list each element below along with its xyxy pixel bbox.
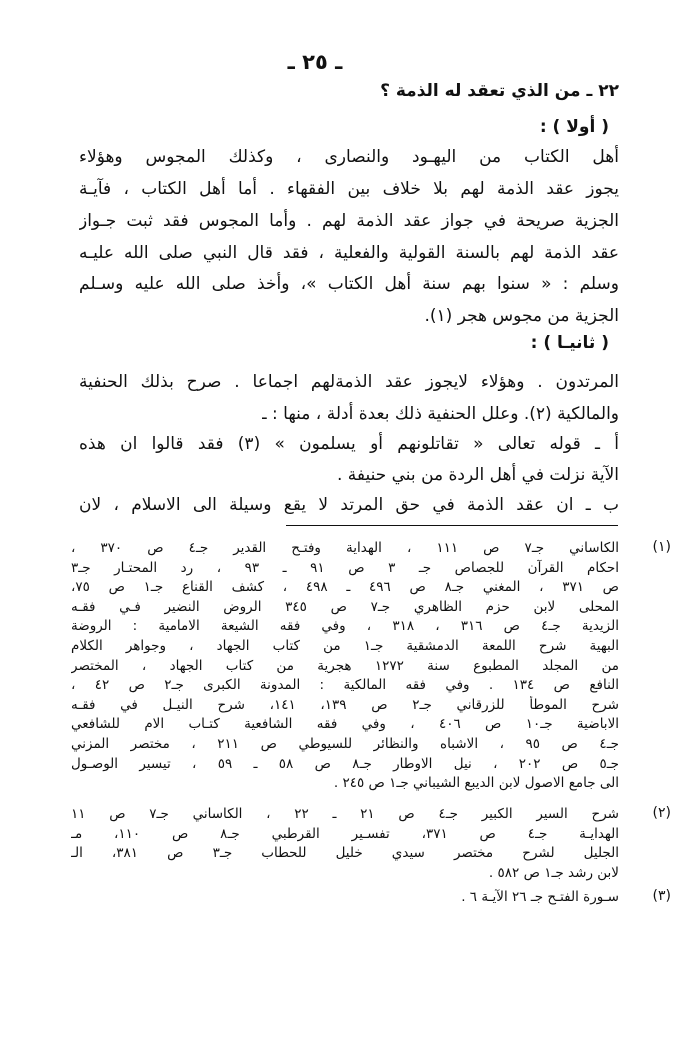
footnote-line: الاباضية جـ١٠ ص ٤٠٦ ، وفي فقه الشافعية كتـاب الام للشافعي <box>71 716 619 733</box>
footnote-line: الزيدية جـ٤ ص ٣١٦ ، ٣١٨ ، وفي فقه الشيعة الامامية : الروضة <box>71 618 619 635</box>
footnote-line: الى جامع الاصول لابن الديبع الشيباني جـ١ ص ٢٤٥ . <box>333 775 619 792</box>
footnote-3 <box>71 888 671 908</box>
footnote-line: احكام القرآن للجصاص جـ ٣ ص ٩١ ـ ٩٣ ، رد المحتـار جـ٣ <box>71 559 619 576</box>
footnote-line: لابن رشد جـ١ ص ٥٨٢ . <box>488 864 619 881</box>
footnote-line: جـ٥ ص ٢٠٢ ، نيل الاوطار جـ٨ ص ٥٨ ـ ٥٩ ، تيسير الوصـول <box>71 755 619 772</box>
body-line: الجزية من مجوس هجر (١). <box>424 306 619 326</box>
footnote-line: جـ٤ ص ٩٥ ، الاشباه والنظائر للسيوطي ص ٢١١ ، مختصر المزني <box>71 735 619 752</box>
body-line: المرتدون . وهؤلاء لايجوز عقد الذمةلهم اجماعا . صرح بذلك الحنفية <box>79 372 619 392</box>
footnote-line: من المجلد المطبوع سنة ١٢٧٢ هجرية من كتاب الجهاد ، المختصر <box>71 657 619 674</box>
footnote-line: النافع ص ١٣٤ . وفي فقه المالكية : المدونة الكبرى جـ٢ ص ٤٢ ، <box>71 677 619 694</box>
footnote-line: الكاساني جـ٧ ص ١١١ ، الهداية وفتـح القدير جـ٤ ص ٣٧٠ ، <box>71 540 619 556</box>
question-heading: ٢٢ ـ من الذي تعقد له الذمة ؟ <box>380 81 619 101</box>
section-label-first: ( أولا ) : <box>539 117 609 137</box>
footnote-line: شرح الموطأ للزرقاني جـ٢ ص ١٣٩، ١٤١، شرح النيـل في فقـه <box>71 696 619 713</box>
footnote-line: سـورة الفتـح جـ ٢٦ الآيـة ٦ . <box>461 889 619 905</box>
body-line: الآية نزلت في أهل الردة من بني حنيفة . <box>336 465 619 485</box>
footnote-2 <box>71 805 671 883</box>
body-line: وسلم : « سنوا بهم سنة أهل الكتاب »، وأخذ صلى الله عليه وسـلم <box>79 274 619 294</box>
footnote-line: المحلى لابن حزم الظاهري جـ٧ ص ٣٤٥ الروض النضير فـي فقـه <box>71 598 619 615</box>
section-label-second: ( ثانيـا ) : <box>530 333 609 353</box>
body-line: عقد الذمة لهم بالسنة القولية والفعلية ، فقد قال النبي صلى الله عليـه <box>79 243 619 263</box>
body-line: الجزية صريحة في جواز عقد الذمة لهم . وأما المجوس فقد ثبت جـواز <box>79 211 619 231</box>
footnote-line: الجليل لشرح مختصر سيدي خليل للحطاب جـ٣ ص ٣٨١، الـ <box>71 845 619 862</box>
footnote-line: شرح السير الكبير جـ٤ ص ٢١ ـ ٢٢ ، الكاساني جـ٧ ص ١١ <box>71 806 619 822</box>
body-line: أهل الكتاب من اليهـود والنصارى ، وكذلك المجوس وهؤلاء <box>79 147 619 167</box>
body-line: يجوز عقد الذمة لهم بلا خلاف بين الفقهاء . أما أهل الكتاب ، فآيـة <box>79 179 619 199</box>
body-line: أ ـ قوله تعالى « تقاتلونهم أو يسلمون » (٣) فقد قالوا ان هذه <box>79 434 619 454</box>
footnote-marker: (٢) <box>652 805 671 821</box>
body-line: والمالكية (٢). وعلل الحنفية ذلك بعدة أدلة ، منها : ـ <box>261 404 619 424</box>
footnote-line: الهدايـة جـ٤ ص ٣٧١، تفسـير القرطبي جـ٨ ص ١١٠، مـ <box>71 825 619 842</box>
footnote-line: البهية شرح اللمعة الدمشقية جـ١ من كتاب الجهاد ، وجواهر الكلام <box>71 637 619 654</box>
footnote-separator <box>286 525 618 526</box>
footnote-1 <box>71 539 671 794</box>
page-number: ـ ٢٥ ـ <box>287 50 343 74</box>
footnote-marker: (١) <box>652 539 671 555</box>
footnote-marker: (٣) <box>652 888 671 904</box>
footnote-line: ص ٣٧١ ، المغني جـ٨ ص ٤٩٦ ـ ٤٩٨ ، كشف القناع جـ١ ص ٧٥، <box>71 579 619 596</box>
body-line: ب ـ ان عقد الذمة في حق المرتد لا يقع وسيلة الى الاسلام ، لان <box>79 495 619 515</box>
